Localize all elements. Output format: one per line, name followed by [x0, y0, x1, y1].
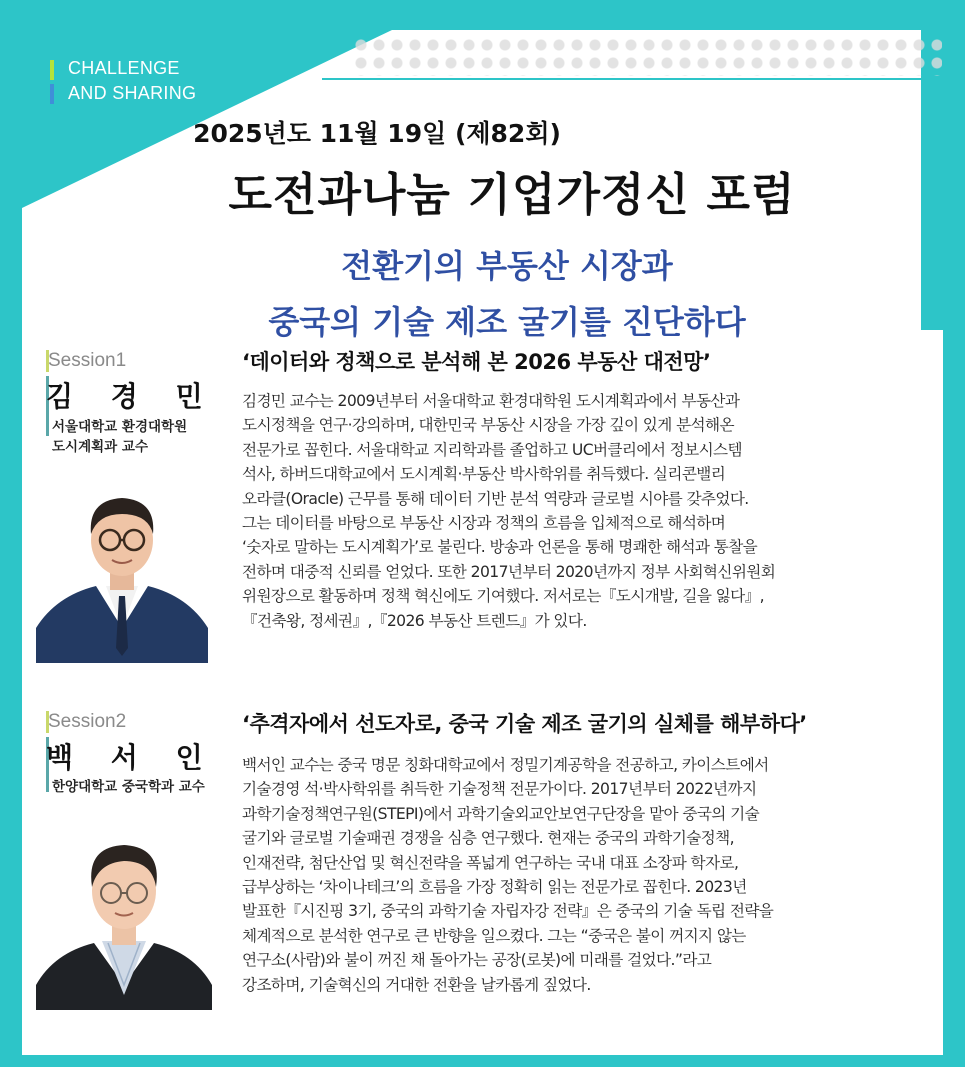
session2-speaker-photo: [36, 825, 212, 1010]
dot-pattern-decoration: [352, 36, 942, 76]
bio-line: 전하며 대중적 신뢰를 얻었다. 또한 2017년부터 2020년까지 정부 사회혁신위원회: [242, 562, 776, 581]
affiliation-line: 한양대학교 중국학과 교수: [52, 779, 205, 795]
bio-line: 그는 데이터를 바탕으로 부동산 시장과 정책의 흐름을 입체적으로 해석하며: [242, 514, 726, 533]
subtitle-line-1: 전환기의 부동산 시장과: [341, 247, 673, 285]
bio-line: 도시정책을 연구·강의하며, 대한민국 부동산 시장을 가장 깊이 있게 분석해온: [242, 416, 734, 435]
affiliation-line: 도시계획과 교수: [52, 439, 148, 455]
subtitle: [122, 238, 892, 350]
header-divider: [322, 78, 943, 80]
brand-bar-blue: [50, 84, 54, 104]
bio-line: 오라클(Oracle) 근무를 통해 데이터 기반 분석 역량과 글로벌 시야를 갖추었다.: [242, 489, 749, 508]
bio-line: 백서인 교수는 중국 명문 칭화대학교에서 정밀기계공학을 전공하고, 카이스트에서: [242, 756, 769, 774]
bio-line: 김경민 교수는 2009년부터 서울대학교 환경대학원 도시계획과에서 부동산과: [242, 392, 740, 410]
bio-line: 발표한『시진핑 3기, 중국의 과학기술 자립자강 전략』은 중국의 기술 독립 전략을: [242, 902, 774, 921]
session1-affiliation: [52, 417, 187, 457]
bio-line: 위원장으로 활동하며 정책 혁신에도 기여했다. 저서로는『도시개발, 길을 잃다』,: [242, 587, 764, 606]
session2-talk-title: ‘추격자에서 선도자로, 중국 기술 제조 굴기의 실체를 해부하다’: [242, 712, 807, 736]
session2-bio: [242, 753, 773, 997]
speaker-portrait-icon: [36, 478, 208, 663]
bio-line: 체계적으로 분석한 연구로 큰 반향을 일으켰다. 그는 “중국은 불이 꺼지지 않는: [242, 926, 746, 945]
affiliation-line: 서울대학교 환경대학원: [52, 419, 188, 435]
event-date: 2025년도 11월 19일 (제82회): [193, 119, 561, 148]
bio-line: 굴기와 글로벌 기술패권 경쟁을 심층 연구했다. 현재는 중국의 과학기술정책,: [242, 829, 734, 848]
session2-speaker-name: 백 서 인: [46, 741, 217, 774]
bio-line: 급부상하는 ‘차이나테크’의 흐름을 가장 정확히 읽는 전문가로 꼽힌다. 2023년: [242, 878, 747, 897]
brand-bar-lime: [50, 60, 54, 80]
bio-line: 인재전략, 첨단산업 및 혁신전략을 폭넓게 연구하는 국내 대표 소장파 학자로,: [242, 853, 739, 872]
session1-talk-title: ‘데이터와 정책으로 분석해 본 2026 부동산 대전망’: [242, 350, 711, 374]
brand-line-2: AND SHARING: [68, 83, 197, 103]
session1-bio: [242, 389, 775, 633]
subtitle-line-2: 중국의 기술 제조 굴기를 진단하다: [268, 303, 746, 341]
bio-line: 연구소(사람)와 불이 꺼진 채 돌아가는 공장(로봇)에 미래를 걸었다.”라고: [242, 951, 712, 970]
bio-line: 전문가로 꼽힌다. 서울대학교 지리학과를 졸업하고 UC버클리에서 정보시스템: [242, 440, 742, 459]
session2-affiliation: [52, 777, 205, 797]
bio-line: 강조하며, 기술혁신의 거대한 전환을 날카롭게 짚었다.: [242, 975, 591, 994]
session1-label: Session1: [48, 350, 127, 371]
page-title: 도전과나눔 기업가정신 포럼: [228, 168, 796, 221]
brand-line-1: CHALLENGE: [68, 58, 180, 78]
bio-line: 기술경영 석·박사학위를 취득한 기술정책 전문가이다. 2017년부터 2022년까지: [242, 780, 757, 799]
session1-speaker-photo: [36, 478, 208, 663]
bio-line: 석사, 하버드대학교에서 도시계획·부동산 박사학위를 취득했다. 실리콘밸리: [242, 465, 726, 484]
bio-line: 『건축왕, 정세권』,『2026 부동산 트렌드』가 있다.: [242, 611, 587, 630]
bio-line: 과학기술정책연구원(STEPI)에서 과학기술외교안보연구단장을 맡아 중국의 기술: [242, 804, 760, 823]
poster: [22, 30, 943, 1055]
speaker-portrait-icon: [36, 825, 212, 1010]
session2-label: Session2: [48, 711, 127, 732]
session1-speaker-name: 김 경 민: [46, 380, 217, 413]
bio-line: ‘숫자로 말하는 도시계획가’로 불린다. 방송과 언론을 통해 명쾌한 해석과 통찰을: [242, 538, 758, 557]
